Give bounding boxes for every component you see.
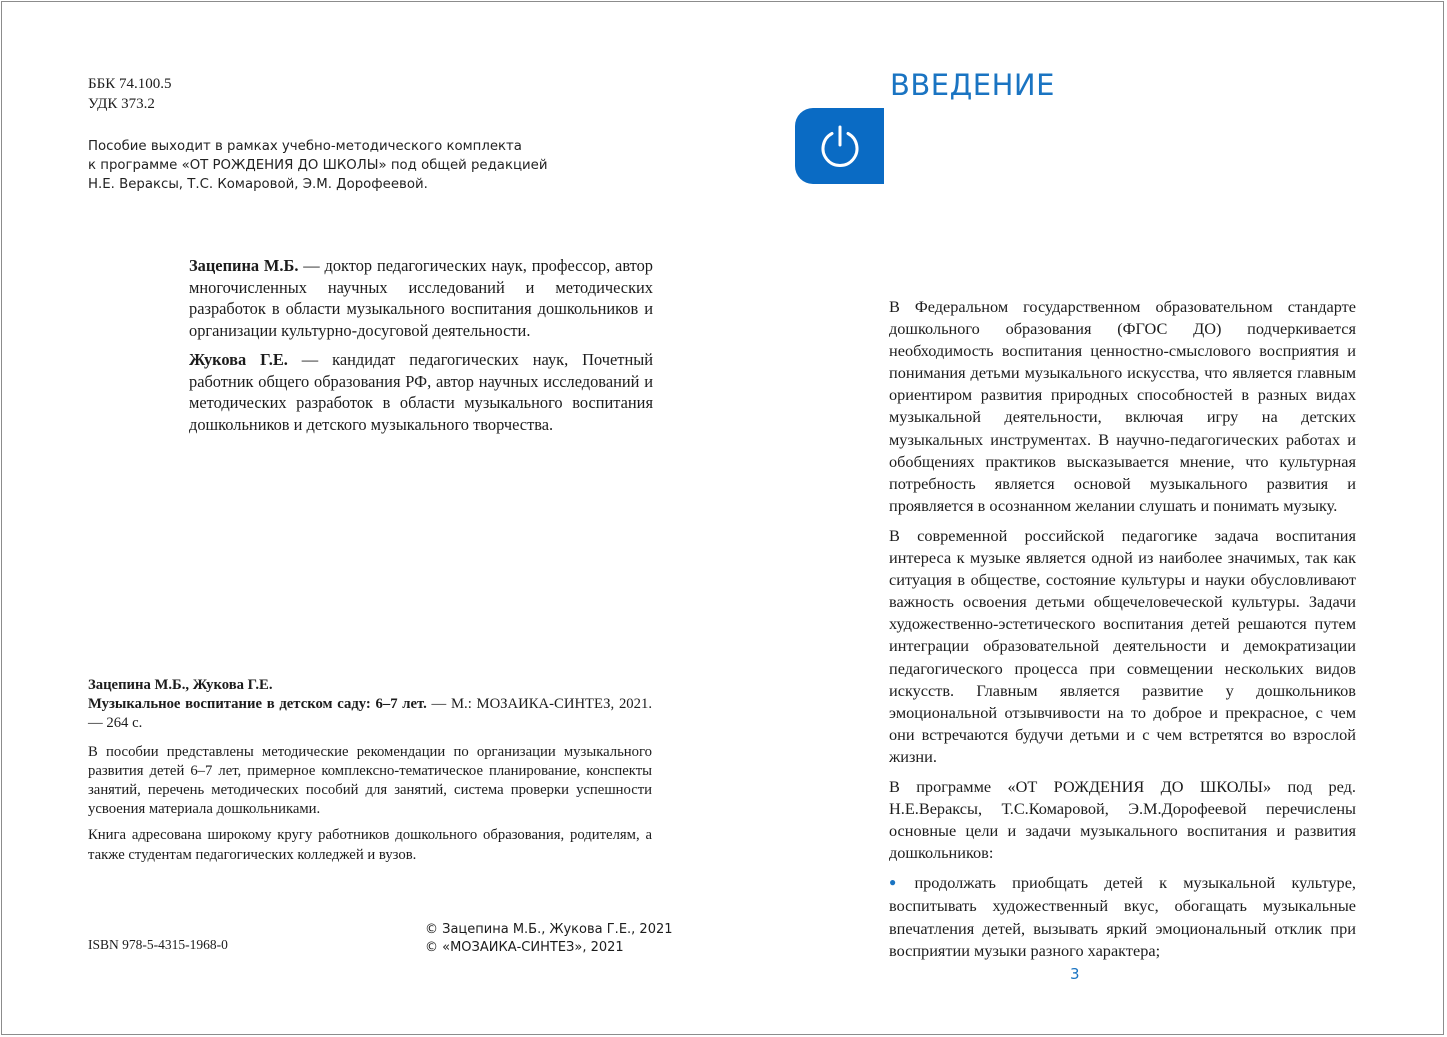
chapter-icon-box [795,108,884,184]
author-description: — кандидат педагогических наук, Почетный работник общего образования РФ, автор научных исследований и методических разработок в области музыкального воспитания дошкольников и детского музыкального творчества. [189,350,653,434]
classification-codes [88,74,171,114]
isbn: ISBN 978-5-4315-1968-0 [88,937,228,952]
author-bio [189,255,653,341]
author-bios [189,255,653,443]
udk-code: УДК 373.2 [88,96,155,112]
series-line: к программе «ОТ РОЖДЕНИЯ ДО ШКОЛЫ» под общей редакцией [88,158,548,173]
introduction-text [889,296,1356,970]
bib-annotation: В пособии представлены методические рекомендации по организации музыкального развития детей 6–7 лет, примерное комплексно-тематическое планирование, конспекты занятий, перечень методических пособий для занятий, система проверки успешности усвоения материала дошкольниками. [88,743,652,818]
series-note [88,137,648,194]
author-description: — доктор педагогических наук, профессор, автор многочисленных научных исследований и методических разработок в области музыкального воспитания дошкольников и организации культурно-досуговой деятельности. [189,256,653,340]
bib-imprint: — М.: МОЗАИКА-СИНТЕЗ, 2021. — 264 с. [88,696,652,732]
paragraph: В программе «ОТ РОЖДЕНИЯ ДО ШКОЛЫ» под ред. Н.Е.Вераксы, Т.С.Комаровой, Э.М.Дорофеевой перечислены основные цели и задачи музыкального воспитания и развития дошкольников: [889,776,1356,863]
series-line: Пособие выходит в рамках учебно-методического комплекта [88,139,522,154]
bib-heading [88,676,652,734]
paragraph: В Федеральном государственном образовательном стандарте дошкольного образования (ФГОС ДО) подчеркивается необходимость воспитания ценностно-смыслового восприятия и понимания детьми музыкального искусства, что является главным ориентиром развития природных способностей в разных видах музыкальной деятельности, включая игру на детских музыкальных инструментах. В научно-педагогических работах и обобщениях практиков высказывается мнение, что культурная потребность является основой музыкального развития и проявляется в осознанном желании слушать и понимать музыку. [889,297,1356,515]
paragraph: В современной российской педагогике задача воспитания интереса к музыке является одной из наиболее значимых, так как ситуация в обществе, состояние культуры и науки обусловливают важность освоения детьми общечеловеческой культуры. Задачи художественно-эстетического воспитания детей решаются путем интеграции образовательной деятельности и демократизации педагогического процесса при совмещении нескольких видов искусств. Главным является развитие у дошкольников эмоциональной отзывчивости на то доброе и прекрасное, с чем они встречаются будучи детьми и с чем встретятся во взрослой жизни. [889,525,1356,766]
author-name: Жукова Г.Е. [189,350,288,369]
copyright-block [425,921,673,957]
bullet-text: продолжать приобщать детей к музыкальной культуре, воспитывать художественный вкус, обогащать музыкальные впечатления детей, вызывать яркий эмоциональный отклик при восприятии музыки разного характера; [889,873,1356,960]
page-number: 3 [1070,965,1080,983]
copyright-line: © Зацепина М.Б., Жукова Г.Е., 2021 [425,922,673,937]
series-line: Н.Е. Вераксы, Т.С. Комаровой, Э.М. Дорофеевой. [88,177,428,192]
bib-title: Музыкальное воспитание в детском саду: 6–7 лет. [88,696,427,713]
power-icon [817,123,863,169]
bullet-item [889,872,1356,961]
bibliographic-record [88,676,652,872]
copyright-line: © «МОЗАИКА-СИНТЕЗ», 2021 [425,940,624,955]
chapter-heading: ВВЕДЕНИЕ [890,68,1055,102]
author-name: Зацепина М.Б. [189,256,299,275]
author-bio [189,349,653,435]
bbk-code: ББК 74.100.5 [88,76,172,92]
bullet-icon: ● [889,875,909,890]
bib-authors: Зацепина М.Б., Жукова Г.Е. [88,677,273,693]
bib-audience: Книга адресована широкому кругу работников дошкольного образования, родителям, а также студентам педагогических колледжей и вузов. [88,827,652,863]
